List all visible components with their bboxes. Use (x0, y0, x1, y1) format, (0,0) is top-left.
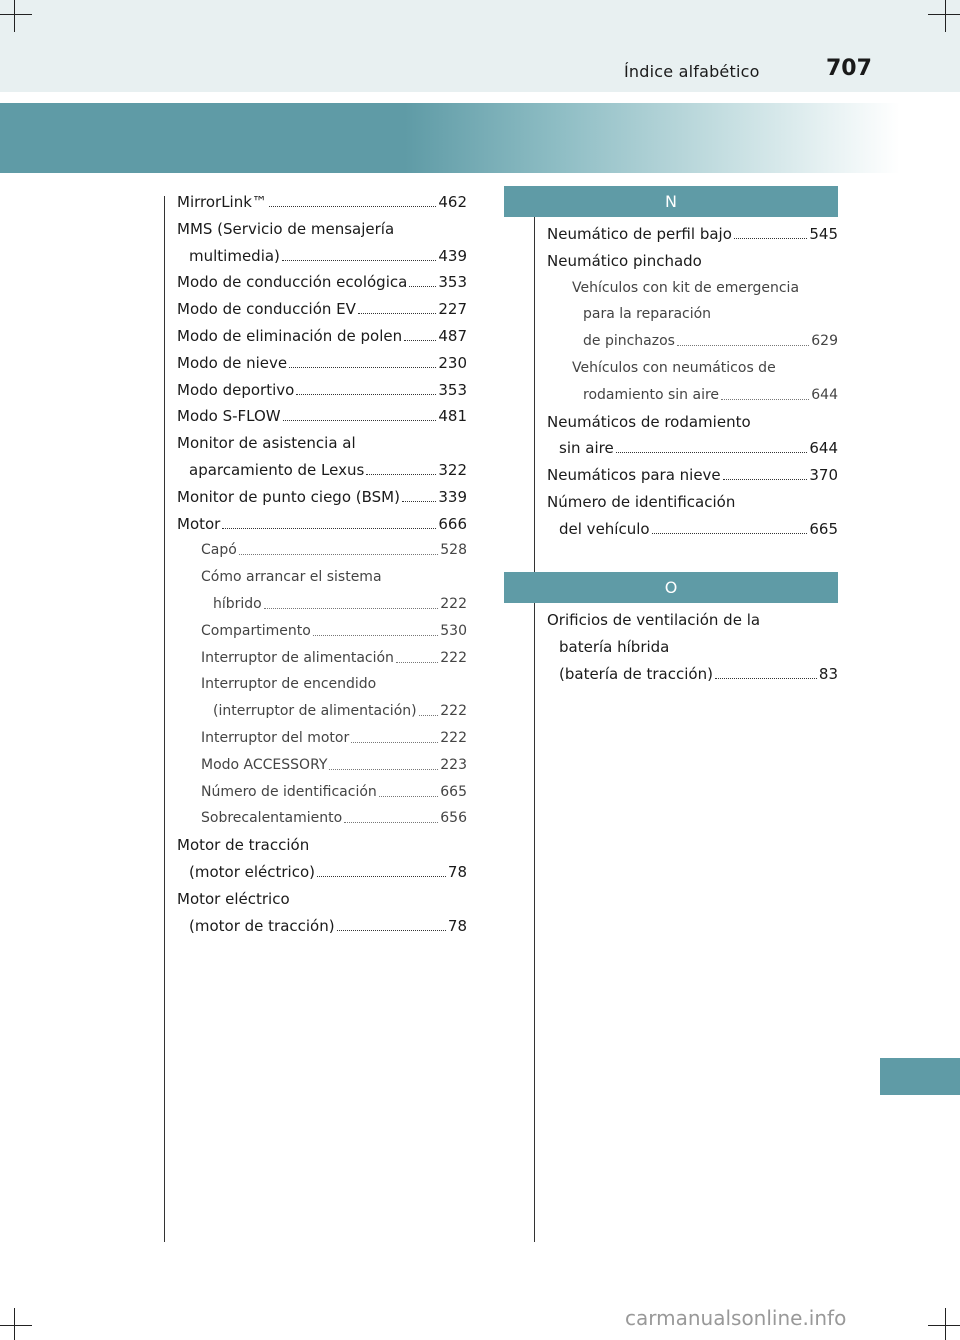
index-entry-page: 545 (809, 225, 838, 243)
dot-leader (404, 339, 436, 341)
index-entry-label: (motor de tracción) (189, 916, 335, 935)
index-entry-page: 322 (438, 461, 467, 479)
watermark: carmanualsonline.info (625, 1306, 847, 1330)
index-entry-label: rodamiento sin aire (583, 386, 720, 403)
index-entry (177, 299, 467, 319)
index-entry-page: 353 (438, 380, 467, 399)
index-entry (201, 648, 467, 668)
index-entry-page: 644 (811, 386, 838, 403)
index-entry-label: Modo de nieve (177, 353, 288, 372)
index-entry (189, 246, 467, 266)
index-entry-page: 222 (440, 730, 467, 746)
index-entry (547, 610, 838, 630)
index-entry-page: 222 (440, 703, 467, 720)
index-entry-label: Neumático de perfil bajo (547, 225, 732, 243)
index-entry (177, 514, 467, 534)
index-entry (583, 331, 838, 351)
dot-leader (282, 259, 436, 261)
index-entry (547, 224, 838, 244)
index-entry (547, 492, 838, 512)
index-entry-page: 528 (440, 542, 467, 559)
crop-mark (945, 1308, 946, 1340)
dot-leader (677, 344, 809, 346)
dot-leader (652, 532, 808, 534)
index-entry-label: Neumático pinchado (547, 251, 702, 270)
index-entry (201, 621, 467, 641)
index-entry-label: Monitor de asistencia al (177, 434, 356, 453)
index-entry-page: 481 (438, 407, 467, 426)
index-entry (583, 304, 838, 324)
dot-leader (366, 473, 436, 475)
index-entry-page: 530 (440, 622, 467, 639)
index-entry (572, 358, 838, 378)
index-entry-label: para la reparación (583, 306, 712, 323)
section-tab (880, 1058, 960, 1095)
dot-leader (269, 205, 436, 207)
index-entry-page: 230 (438, 353, 467, 372)
page-number: 707 (826, 56, 872, 81)
crop-mark (0, 14, 32, 15)
index-entry (189, 916, 467, 936)
index-entry-label: Vehículos con neumáticos de (572, 360, 776, 376)
section-header-n: N (504, 186, 838, 217)
index-entry-page: 462 (438, 193, 467, 211)
index-entry-page: 666 (438, 514, 467, 533)
index-entry-label: Modo deportivo (177, 380, 295, 399)
index-entry-label: Modo de eliminación de polen (177, 327, 403, 345)
index-entry-label: Motor de tracción (177, 836, 310, 855)
index-entry-page: 665 (809, 519, 838, 538)
index-entry-label: Sobrecalentamiento (201, 810, 343, 827)
index-entry (201, 782, 467, 802)
index-entry-label: Modo ACCESSORY (201, 756, 328, 773)
index-entry-label: Motor (177, 514, 221, 533)
index-entry (177, 219, 467, 239)
index-entry-label: multimedia) (189, 246, 280, 265)
dot-leader (337, 929, 446, 931)
index-entry-page: 370 (809, 466, 838, 485)
index-entry-page: 644 (809, 439, 838, 458)
index-entry-label: Neumáticos de rodamiento (547, 412, 751, 431)
index-entry (559, 664, 838, 684)
index-entry-page: 656 (440, 810, 467, 827)
index-entry (177, 380, 467, 400)
index-entry-label: (batería de tracción) (559, 664, 713, 683)
dot-leader (239, 553, 438, 555)
index-entry-page: 78 (447, 863, 467, 881)
column-rule-right (534, 196, 535, 1242)
index-entry-label: MirrorLink™ (177, 193, 267, 211)
index-entry (201, 540, 467, 560)
index-entry (177, 433, 467, 453)
index-entry-label: Monitor de punto ciego (BSM) (177, 487, 400, 506)
dot-leader (329, 768, 438, 770)
index-entry (177, 192, 467, 212)
index-entry (177, 487, 467, 507)
index-entry-page: 227 (438, 300, 467, 319)
dot-leader (402, 500, 436, 502)
index-entry-label: Número de identificación (547, 493, 736, 511)
dot-leader (396, 661, 438, 663)
index-entry (177, 326, 467, 346)
header-band (0, 0, 960, 92)
crop-mark (14, 0, 15, 32)
dot-leader (715, 677, 817, 679)
index-entry-page: 439 (438, 246, 467, 265)
dot-leader (616, 451, 808, 453)
index-entry-label: Modo de conducción EV (177, 300, 356, 319)
index-entry (547, 465, 838, 485)
index-entry-label: Motor eléctrico (177, 889, 290, 908)
index-entry-label: (interruptor de alimentación) (213, 703, 417, 720)
index-entry-label: Número de identificación (201, 783, 377, 800)
index-entry-page: 353 (438, 273, 467, 292)
column-rule-left (164, 196, 165, 1242)
index-entry-label: batería híbrida (559, 637, 670, 656)
index-entry (559, 637, 838, 657)
crop-mark (928, 14, 960, 15)
index-entry-label: Interruptor de alimentación (201, 649, 394, 666)
dot-leader (264, 607, 439, 609)
index-entry (213, 594, 467, 614)
dot-leader (358, 312, 436, 314)
index-entry-label: Neumáticos para nieve (547, 466, 721, 485)
dot-leader (222, 527, 436, 529)
dot-leader (721, 398, 809, 400)
index-entry (189, 460, 467, 480)
index-entry-page: 222 (440, 649, 467, 666)
index-entry (583, 385, 838, 405)
index-entry-label: del vehículo (559, 519, 650, 538)
index-entry (572, 278, 838, 298)
index-entry (201, 674, 467, 694)
dot-leader (289, 366, 436, 368)
decorative-band (0, 103, 900, 173)
section-header-o: O (504, 572, 838, 603)
index-entry (547, 412, 838, 432)
dot-leader (419, 714, 439, 716)
page-title: Índice alfabético (624, 62, 760, 81)
dot-leader (723, 478, 808, 480)
index-entry-label: Orificios de ventilación de la (547, 611, 761, 629)
index-entry-label: Modo S-FLOW (177, 407, 281, 426)
dot-leader (379, 795, 438, 797)
index-entry-page: 223 (440, 756, 467, 773)
crop-mark (945, 0, 946, 32)
index-entry-label: híbrido (213, 596, 262, 612)
index-entry (547, 251, 838, 271)
index-entry-label: de pinchazos (583, 333, 675, 350)
index-entry-page: 487 (438, 327, 467, 345)
dot-leader (734, 237, 807, 239)
index-entry (201, 755, 467, 775)
index-entry-label: Vehículos con kit de emergencia (572, 279, 800, 296)
index-entry (559, 519, 838, 539)
index-entry (201, 728, 467, 748)
index-entry-label: Interruptor de encendido (201, 676, 377, 693)
dot-leader (296, 393, 436, 395)
index-entry-label: MMS (Servicio de mensajería (177, 219, 395, 238)
index-entry (177, 889, 467, 909)
dot-leader (344, 821, 438, 823)
dot-leader (317, 875, 446, 877)
index-entry (177, 835, 467, 855)
dot-leader (283, 419, 437, 421)
index-entry (213, 701, 467, 721)
index-entry (201, 567, 467, 587)
index-entry-label: (motor eléctrico) (189, 863, 315, 881)
index-entry-label: aparcamiento de Lexus (189, 461, 365, 479)
index-entry (201, 808, 467, 828)
index-entry (177, 406, 467, 426)
index-entry-label: Cómo arrancar el sistema (201, 569, 382, 586)
dot-leader (313, 634, 439, 636)
index-entry (559, 438, 838, 458)
index-entry-page: 665 (440, 783, 467, 800)
index-entry (189, 862, 467, 882)
index-entry-label: Interruptor del motor (201, 730, 350, 746)
crop-mark (928, 1325, 960, 1326)
index-entry (177, 353, 467, 373)
crop-mark (14, 1308, 15, 1340)
index-entry-page: 78 (447, 916, 467, 935)
index-entry-label: Compartimento (201, 622, 311, 639)
index-entry (177, 272, 467, 292)
index-entry-label: Capó (201, 542, 237, 559)
index-entry-page: 629 (811, 333, 838, 350)
index-entry-page: 339 (438, 487, 467, 506)
index-entry-label: sin aire (559, 439, 614, 458)
crop-mark (0, 1325, 32, 1326)
index-entry-page: 222 (440, 596, 467, 612)
dot-leader (409, 285, 436, 287)
index-entry-page: 83 (818, 664, 838, 683)
dot-leader (351, 741, 438, 743)
index-entry-label: Modo de conducción ecológica (177, 273, 408, 292)
